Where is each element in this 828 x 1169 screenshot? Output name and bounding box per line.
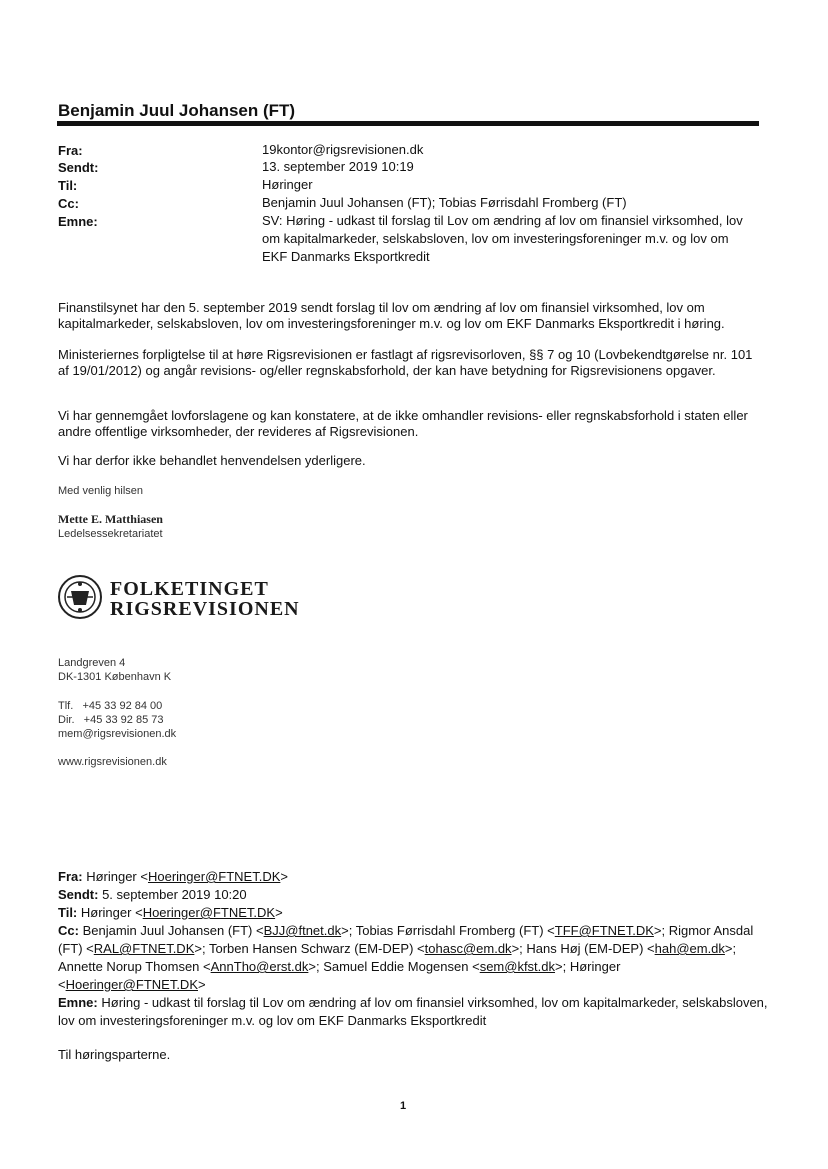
- page-number: 1: [400, 1100, 407, 1112]
- folketinget-seal-icon: [57, 574, 103, 620]
- header-label-til: Til:: [58, 178, 78, 193]
- cc-email-link[interactable]: RAL@FTNET.DK: [93, 941, 195, 956]
- signature-website[interactable]: www.rigsrevisionen.dk: [58, 756, 167, 768]
- body-paragraph-1: Finanstilsynet har den 5. september 2019 sendt forslag til lov om ændring af lov om finansiel virksomhed, lov om kapitalmarkeder, selskabsloven, lov om investeringsforeninger m.v. og lov om EKF Danmarks Eksportkredit i høring.: [58, 300, 725, 331]
- signature-greeting: Med venlig hilsen: [58, 485, 143, 497]
- cc-email-link[interactable]: hah@em.dk: [654, 941, 725, 956]
- body-paragraph-2: Ministeriernes forpligtelse til at høre Rigsrevisionen er fastlagt af rigsrevisorloven, §§ 7 og 10 (Lovbekendtgørelse nr. 101 af 19/01/2012) og angår revisions- og/eller regnskabsforhold, der kan have betydning for Rigsrevisionens opgaver.: [58, 347, 753, 378]
- sender-name: Benjamin Juul Johansen (FT): [58, 101, 296, 120]
- header-label-sendt: Sendt:: [58, 160, 99, 175]
- forwarded-emne-line: Emne: Høring - udkast til forslag til Lov om ændring af lov om finansiel virksomhed, lov om kapitalmarkeder, selskabsloven, lov om investeringsforeninger m.v. og lov om EKF Danmarks Eksportkredit: [58, 995, 768, 1028]
- cc-email-link[interactable]: TFF@FTNET.DK: [554, 923, 654, 938]
- header-value-sendt: 13. september 2019 10:19: [262, 159, 414, 174]
- phone-number: Tlf. +45 33 92 84 00: [58, 700, 163, 712]
- body-paragraph-4: Vi har derfor ikke behandlet henvendelsen yderligere.: [58, 453, 366, 468]
- forwarded-til-email-link[interactable]: Hoeringer@FTNET.DK: [142, 905, 276, 920]
- forwarded-fra-line: Fra: Høringer <Hoeringer@FTNET.DK>: [58, 869, 288, 884]
- cc-email-link[interactable]: BJJ@ftnet.dk: [263, 923, 342, 938]
- forwarded-sendt-line: Sendt: 5. september 2019 10:20: [58, 887, 247, 902]
- cc-email-link[interactable]: Hoeringer@FTNET.DK: [65, 977, 198, 992]
- header-value-emne: SV: Høring - udkast til forslag til Lov om ændring af lov om finansiel virksomhed, lov om kapitalmarkeder, selskabsloven, lov om investeringsforeninger m.v. og lov om EKF Danmarks Eksportkredit: [262, 213, 743, 264]
- forwarded-header: [58, 868, 768, 1064]
- header-label-cc: Cc:: [58, 196, 79, 211]
- cc-email-link[interactable]: tohasc@em.dk: [424, 941, 512, 956]
- header-rule: [57, 121, 759, 126]
- forwarded-salutation: Til høringsparterne.: [58, 1047, 171, 1062]
- forwarded-cc-line: Cc: Benjamin Juul Johansen (FT) <BJJ@ftnet.dk>; Tobias Førrisdahl Fromberg (FT) <TFF@FTNET.DK>; Rigmor Ansdal (FT) <RAL@FTNET.DK>; Torben Hansen Schwarz (EM-DEP) <tohasc@em.dk>; Hans Høj (EM-DEP) <hah@em.dk>; Annette Norup Thomsen <AnnTho@erst.dk>; Samuel Eddie Mogensen <sem@kfst.dk>; Høringer <Hoeringer@FTNET.DK>: [58, 923, 754, 992]
- header-value-fra: 19kontor@rigsrevisionen.dk: [262, 142, 424, 157]
- header-label-fra: Fra:: [58, 143, 83, 158]
- logo-text-folketinget: FOLKETINGET: [110, 578, 269, 600]
- signature-name: Mette E. Matthiasen: [58, 512, 163, 526]
- cc-email-link[interactable]: AnnTho@erst.dk: [210, 959, 309, 974]
- forwarded-fra-email-link[interactable]: Hoeringer@FTNET.DK: [147, 869, 281, 884]
- signature-email[interactable]: mem@rigsrevisionen.dk: [58, 728, 177, 740]
- direct-number: Dir. +45 33 92 85 73: [58, 714, 164, 726]
- header-value-cc: Benjamin Juul Johansen (FT); Tobias Førrisdahl Fromberg (FT): [262, 195, 627, 210]
- header-label-emne: Emne:: [58, 214, 98, 229]
- logo-text-rigsrevisionen: RIGSREVISIONEN: [110, 598, 300, 620]
- address-street: Landgreven 4: [58, 657, 126, 669]
- signature-department: Ledelsessekretariatet: [58, 528, 163, 540]
- address-city: DK-1301 København K: [58, 671, 172, 683]
- cc-email-link[interactable]: sem@kfst.dk: [479, 959, 556, 974]
- body-paragraph-3: Vi har gennemgået lovforslagene og kan konstatere, at de ikke omhandler revisions- eller regnskabsforhold i staten eller andre offentlige virksomheder, der revideres af Rigsrevisionen.: [58, 408, 748, 439]
- forwarded-til-line: Til: Høringer <Hoeringer@FTNET.DK>: [58, 905, 283, 920]
- header-value-til: Høringer: [262, 177, 313, 192]
